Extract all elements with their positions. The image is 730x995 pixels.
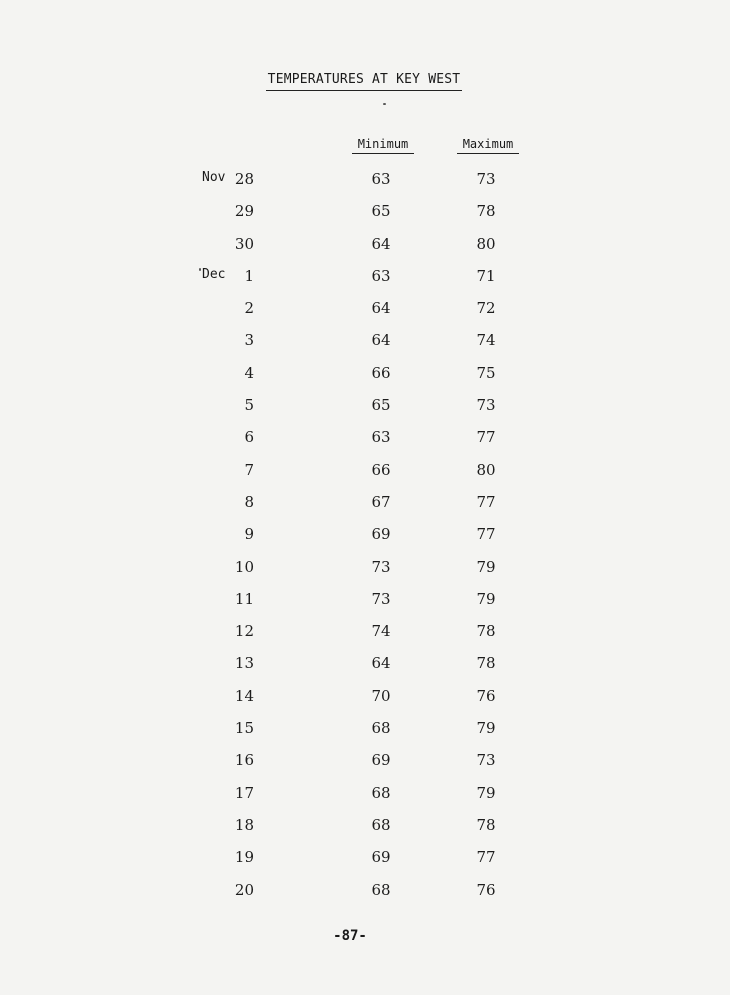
table-row xyxy=(0,202,730,234)
row-maximum: 79 xyxy=(476,557,496,576)
table-row xyxy=(0,331,730,363)
table-row xyxy=(0,525,730,557)
row-day: 11 xyxy=(234,589,254,608)
table-row xyxy=(0,816,730,848)
table-row xyxy=(0,719,730,751)
row-maximum: 74 xyxy=(476,331,496,350)
header-maximum: Maximum xyxy=(457,137,519,151)
row-day: 13 xyxy=(234,654,254,673)
row-maximum: 79 xyxy=(476,589,496,608)
row-minimum: 68 xyxy=(371,719,391,738)
table-row xyxy=(0,235,730,267)
row-maximum: 77 xyxy=(476,525,496,544)
row-minimum: 63 xyxy=(371,428,391,447)
row-day: 19 xyxy=(234,848,254,867)
row-maximum: 73 xyxy=(476,396,496,415)
row-day: 4 xyxy=(244,363,254,382)
row-maximum: 79 xyxy=(476,783,496,802)
row-minimum: 73 xyxy=(371,557,391,576)
row-minimum: 73 xyxy=(371,589,391,608)
row-maximum: 78 xyxy=(476,202,496,221)
row-day: 6 xyxy=(244,428,254,447)
row-minimum: 69 xyxy=(371,525,391,544)
row-minimum: 64 xyxy=(371,331,391,350)
row-day: 20 xyxy=(234,880,254,899)
row-maximum: 77 xyxy=(476,492,496,511)
row-day: 2 xyxy=(244,299,254,318)
table-row xyxy=(0,881,730,913)
table-row xyxy=(0,428,730,460)
table-row xyxy=(0,784,730,816)
row-day: 12 xyxy=(234,622,254,641)
row-minimum: 68 xyxy=(371,815,391,834)
row-minimum: 68 xyxy=(371,880,391,899)
row-day: 8 xyxy=(244,492,254,511)
row-maximum: 80 xyxy=(476,460,496,479)
table-row xyxy=(0,396,730,428)
row-day: 16 xyxy=(234,751,254,770)
row-minimum: 68 xyxy=(371,783,391,802)
row-minimum: 69 xyxy=(371,751,391,770)
table-row xyxy=(0,622,730,654)
row-day: 5 xyxy=(244,396,254,415)
row-maximum: 76 xyxy=(476,686,496,705)
table-row xyxy=(0,848,730,880)
row-maximum: 80 xyxy=(476,234,496,253)
row-maximum: 75 xyxy=(476,363,496,382)
table-row xyxy=(0,558,730,590)
row-maximum: 73 xyxy=(476,751,496,770)
header-minimum: Minimum xyxy=(352,137,414,151)
table-row xyxy=(0,654,730,686)
row-minimum: 64 xyxy=(371,299,391,318)
row-day: 9 xyxy=(244,525,254,544)
page-title: TEMPERATURES AT KEY WEST xyxy=(267,72,461,87)
row-day: 7 xyxy=(244,460,254,479)
ink-speck xyxy=(199,268,201,271)
row-day: 30 xyxy=(234,234,254,253)
row-minimum: 63 xyxy=(371,170,391,188)
row-day: 1 xyxy=(244,266,254,285)
row-month: Nov xyxy=(202,170,226,185)
row-day: 3 xyxy=(244,331,254,350)
row-minimum: 70 xyxy=(371,686,391,705)
table-row xyxy=(0,493,730,525)
row-day: 10 xyxy=(234,557,254,576)
row-maximum: 77 xyxy=(476,848,496,867)
table-row xyxy=(0,751,730,783)
ink-speck xyxy=(383,103,386,105)
row-minimum: 64 xyxy=(371,234,391,253)
row-minimum: 67 xyxy=(371,492,391,511)
row-day: 17 xyxy=(234,783,254,802)
row-day: 14 xyxy=(234,686,254,705)
table-row xyxy=(0,267,730,299)
row-maximum: 76 xyxy=(476,880,496,899)
row-maximum: 78 xyxy=(476,622,496,641)
row-maximum: 78 xyxy=(476,815,496,834)
row-day: 18 xyxy=(234,815,254,834)
row-minimum: 64 xyxy=(371,654,391,673)
row-maximum: 79 xyxy=(476,719,496,738)
title-underline xyxy=(266,90,462,91)
temperature-table xyxy=(0,170,730,913)
row-day: 15 xyxy=(234,719,254,738)
row-maximum: 73 xyxy=(476,170,496,188)
row-minimum: 63 xyxy=(371,266,391,285)
row-day: 29 xyxy=(234,202,254,221)
row-minimum: 69 xyxy=(371,848,391,867)
table-row xyxy=(0,687,730,719)
row-minimum: 65 xyxy=(371,396,391,415)
table-row xyxy=(0,364,730,396)
row-maximum: 71 xyxy=(476,266,496,285)
row-day: 28 xyxy=(234,170,254,188)
row-minimum: 66 xyxy=(371,460,391,479)
row-minimum: 66 xyxy=(371,363,391,382)
page-number: -87- xyxy=(333,928,367,944)
table-row xyxy=(0,461,730,493)
row-minimum: 65 xyxy=(371,202,391,221)
row-maximum: 77 xyxy=(476,428,496,447)
table-row xyxy=(0,299,730,331)
table-row xyxy=(0,590,730,622)
row-maximum: 72 xyxy=(476,299,496,318)
row-maximum: 78 xyxy=(476,654,496,673)
row-minimum: 74 xyxy=(371,622,391,641)
row-month: Dec xyxy=(202,266,226,282)
table-row xyxy=(0,170,730,202)
